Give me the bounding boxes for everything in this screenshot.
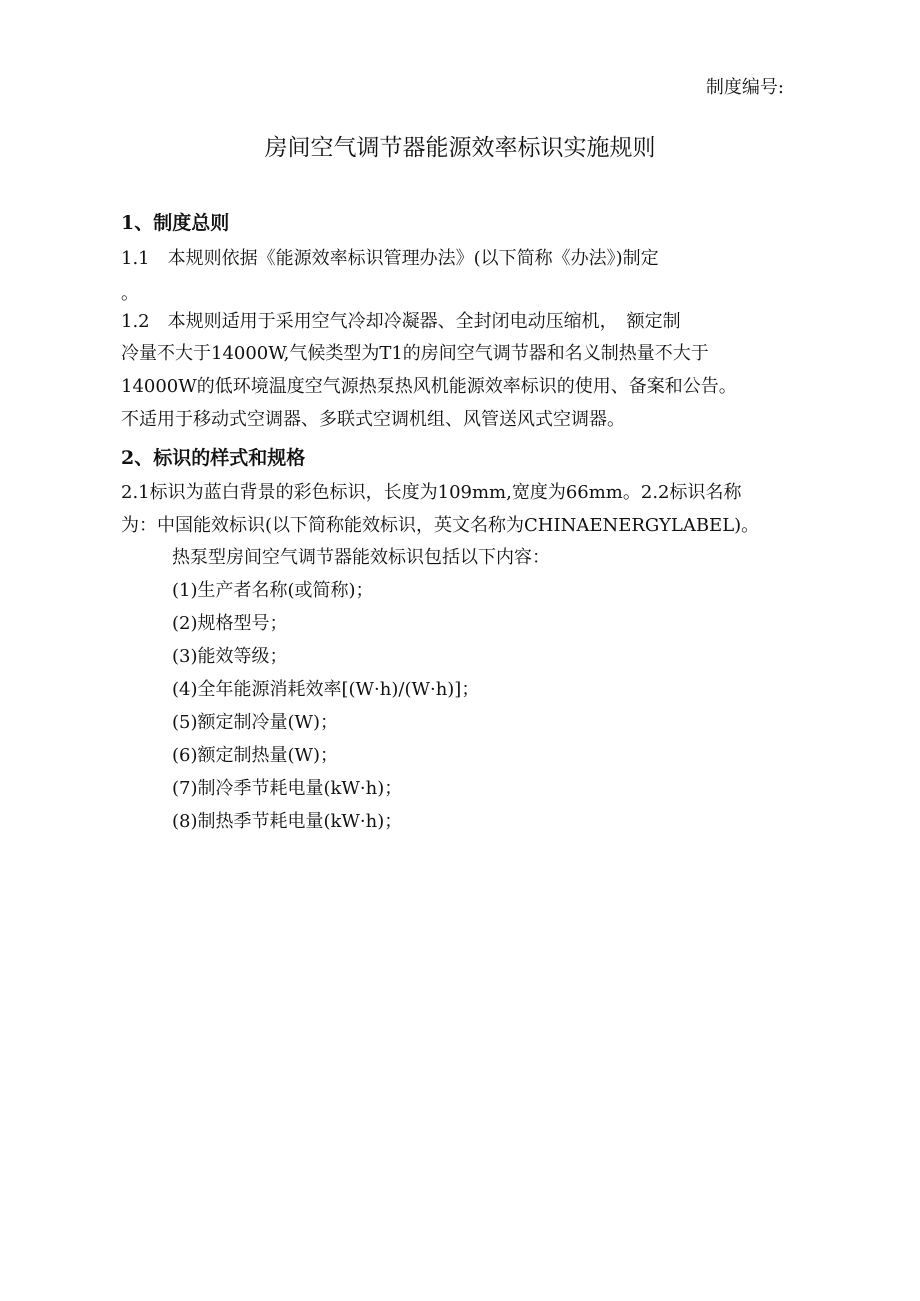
- section-heading-label-style: 2、标识的样式和规格: [121, 447, 306, 469]
- doc-number-label: 制度编号:: [705, 77, 784, 98]
- list-item: (1)生产者名称(或简称)；: [172, 580, 374, 601]
- paragraph-line: 为：中国能效标识(以下简称能效标识，英文名称为CHINAENERGYLABEL)。: [121, 515, 760, 536]
- paragraph-line: 1.1 本规则依据《能源效率标识管理办法》(以下简称《办法》)制定: [121, 248, 659, 269]
- paragraph-line: 冷量不大于14000W,气候类型为T1的房间空气调节器和名义制热量不大于: [121, 343, 709, 364]
- list-item: (2)规格型号；: [172, 613, 288, 634]
- list-item: (3)能效等级；: [172, 646, 288, 667]
- list-item: (7)制冷季节耗电量(kW·h)；: [172, 778, 403, 799]
- content-intro: 热泵型房间空气调节器能效标识包括以下内容：: [172, 547, 550, 568]
- section-heading-general: 1、制度总则: [121, 212, 230, 234]
- paragraph-line: 。: [121, 283, 139, 304]
- document-title: 房间空气调节器能源效率标识实施规则: [264, 135, 656, 161]
- paragraph-line: 1.2 本规则适用于采用空气冷却冷凝器、全封闭电动压缩机， 额定制: [121, 311, 681, 332]
- paragraph-line: 2.1标识为蓝白背景的彩色标识，长度为109mm,宽度为66mm。2.2标识名称: [121, 482, 742, 503]
- paragraph-line: 不适用于移动式空调器、多联式空调机组、风管送风式空调器。: [121, 409, 625, 430]
- paragraph-line: 14000W的低环境温度空气源热泵热风机能源效率标识的使用、备案和公告。: [121, 376, 737, 397]
- list-item: (4)全年能源消耗效率[(W·h)/(W·h)]；: [172, 679, 480, 700]
- list-item: (8)制热季节耗电量(kW·h)；: [172, 811, 403, 832]
- list-item: (5)额定制冷量(W)；: [172, 712, 339, 733]
- list-item: (6)额定制热量(W)；: [172, 745, 339, 766]
